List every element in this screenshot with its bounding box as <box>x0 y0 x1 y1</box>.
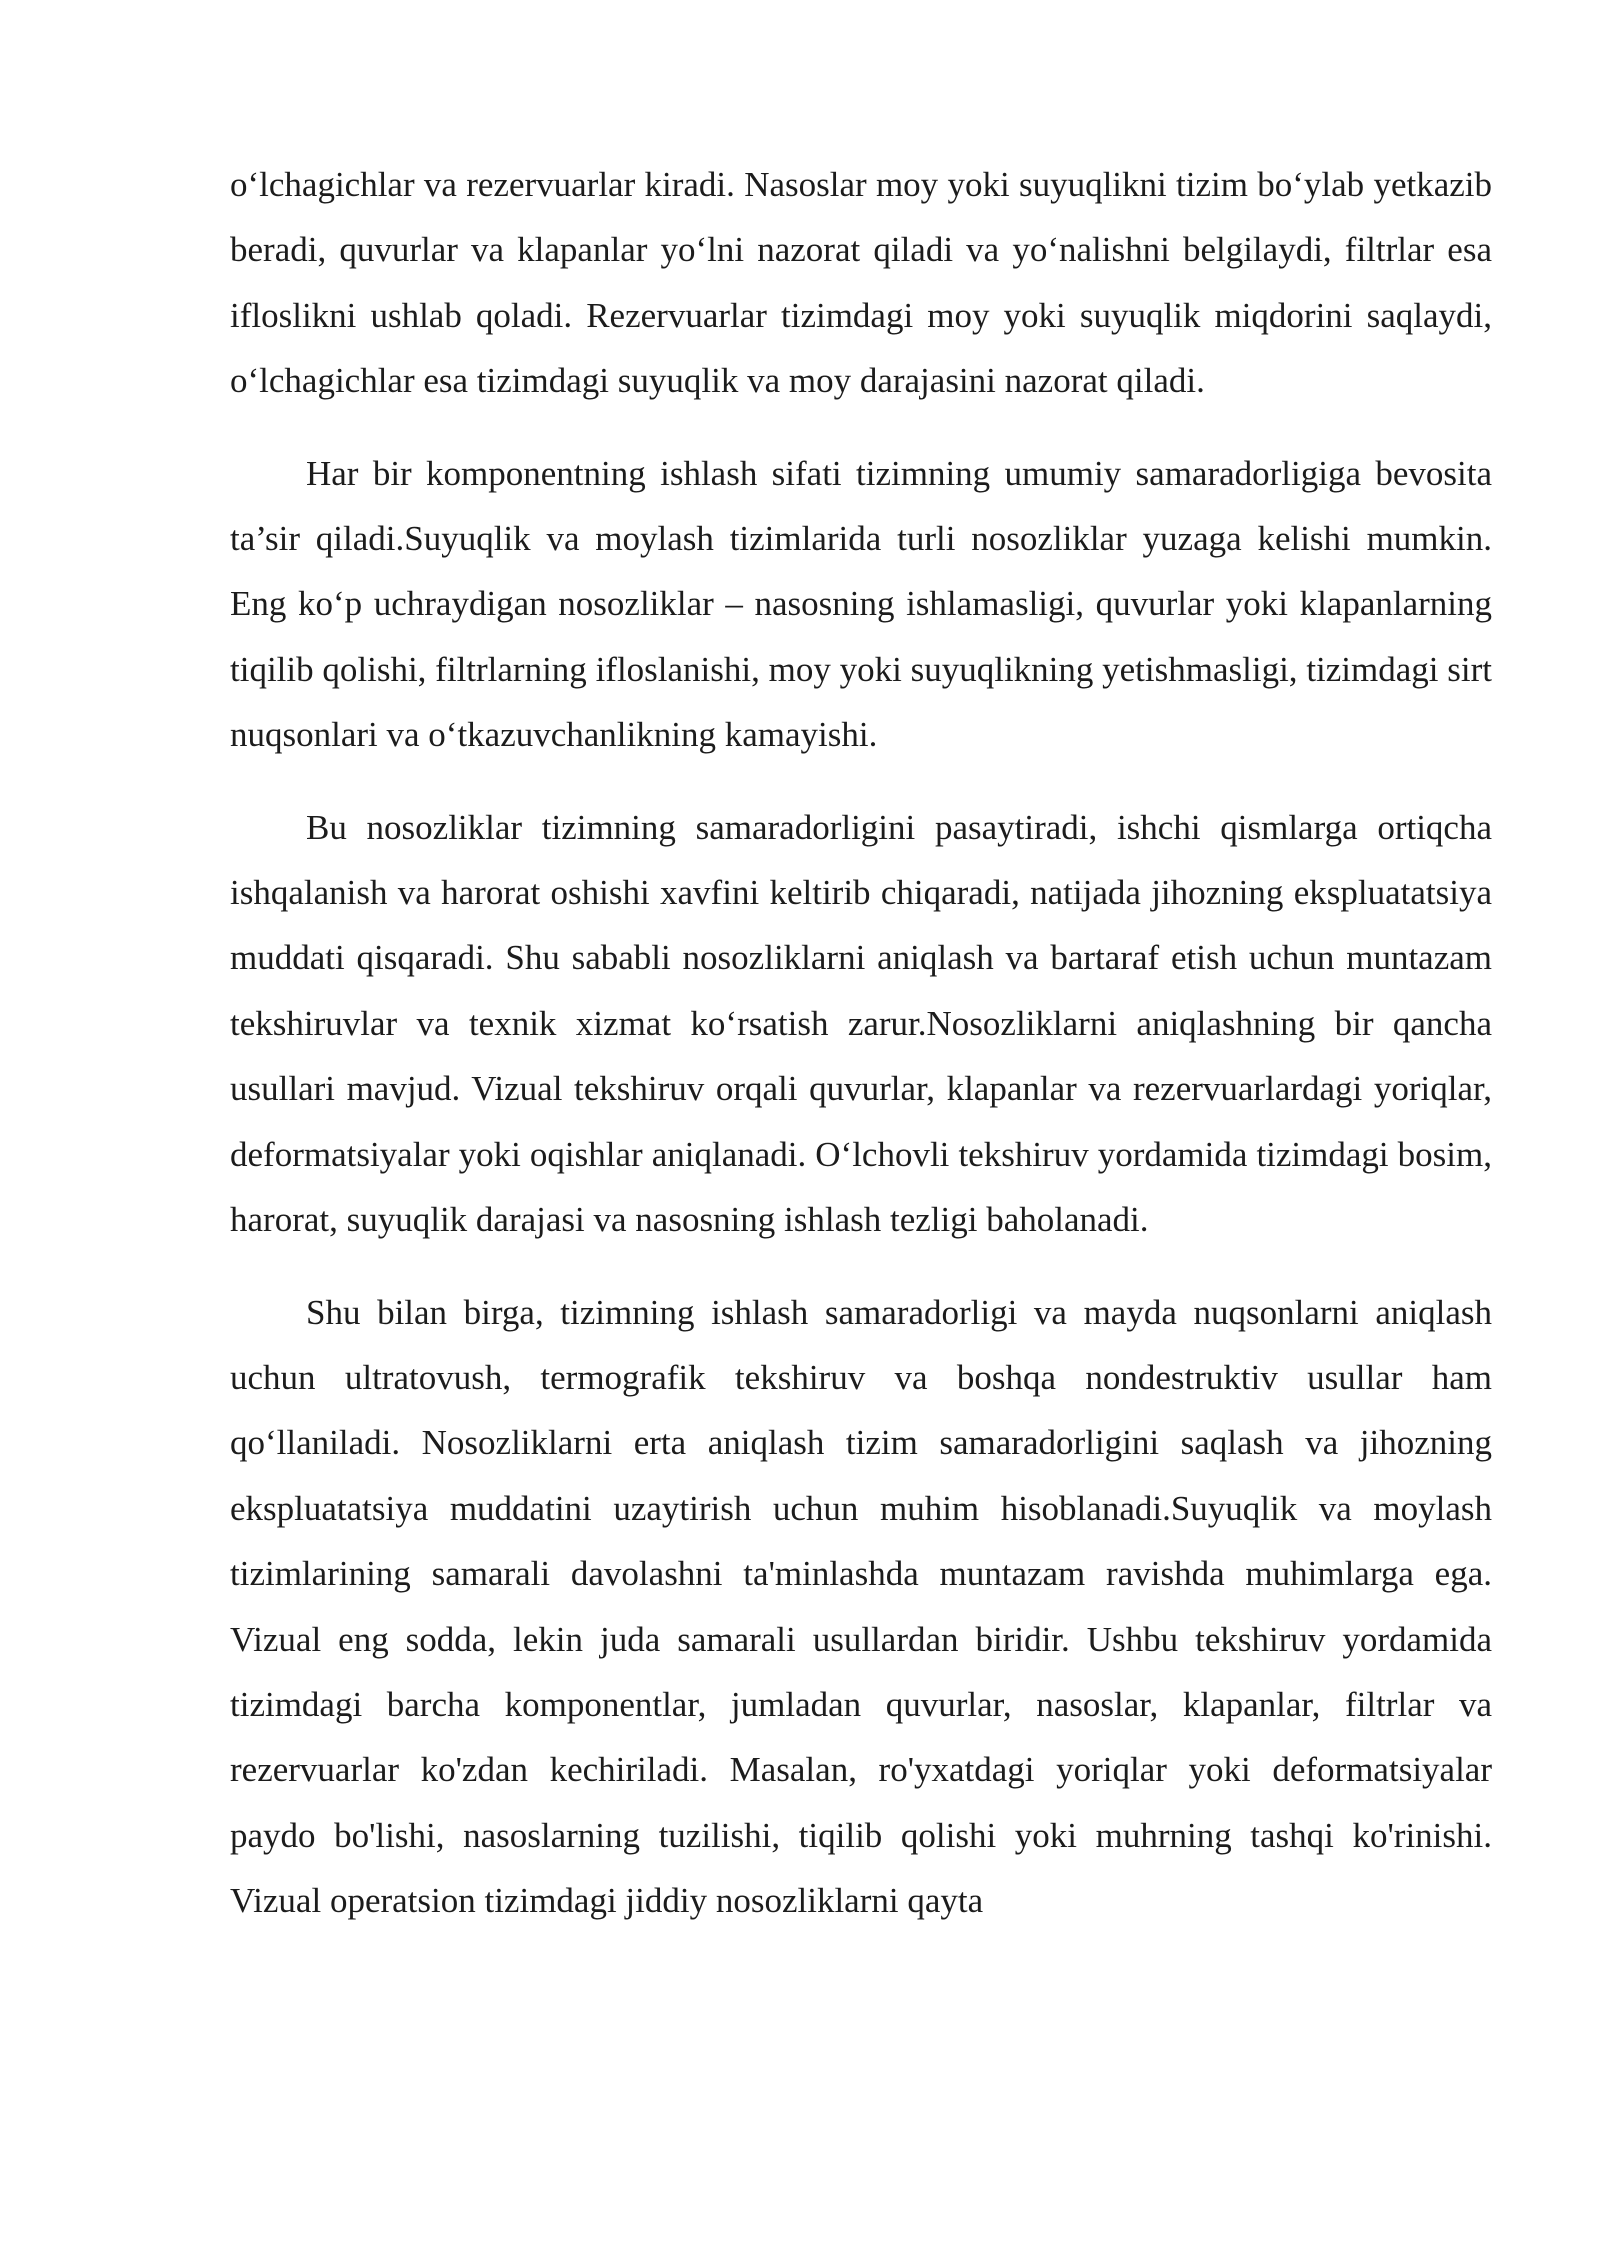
document-body <box>230 152 1492 1961</box>
paragraph-2: Har bir komponentning ishlash sifati tizimning umumiy samaradorligiga bevosita ta’sir qiladi.Suyuqlik va moylash tizimlarida turli nosozliklar yuzaga kelishi mumkin. Eng ko‘p uchraydigan nosozliklar – nasosning ishlamasligi, quvurlar yoki klapanlarning tiqilib qolishi, filtrlarning ifloslanishi, moy yoki suyuqlikning yetishmasligi, tizimdagi sirt nuqsonlari va o‘tkazuvchanlikning kamayishi. <box>230 453 1492 755</box>
paragraph-4: Shu bilan birga, tizimning ishlash samaradorligi va mayda nuqsonlarni aniqlash uchun ultratovush, termografik tekshiruv va boshqa nondestruktiv usullar ham qo‘llaniladi. Nosozliklarni erta aniqlash tizim samaradorligini saqlash va jihozning ekspluatatsiya muddatini uzaytirish uchun muhim hisoblanadi.Suyuqlik va moylash tizimlarining samarali davolashni ta'minlashda muntazam ravishda muhimlarga ega. Vizual eng sodda, lekin juda samarali usullardan biridir. Ushbu tekshiruv yordamida tizimdagi barcha komponentlar, jumladan quvurlar, nasoslar, klapanlar, filtrlar va rezervuarlar ko'zdan kechiriladi. Masalan, ro'yxatdagi yoriqlar yoki deformatsiyalar paydo bo'lishi, nasoslarning tuzilishi, tiqilib qolishi yoki muhrning tashqi ko'rinishi. Vizual operatsion tizimdagi jiddiy nosozliklarni qayta <box>230 1292 1492 1921</box>
paragraph-3: Bu nosozliklar tizimning samaradorligini pasaytiradi, ishchi qismlarga ortiqcha ishqalanish va harorat oshishi xavfini keltirib chiqaradi, natijada jihozning ekspluatatsiya muddati qisqaradi. Shu sababli nosozliklarni aniqlash va bartaraf etish uchun muntazam tekshiruvlar va texnik xizmat ko‘rsatish zarur.Nosozliklarni aniqlashning bir qancha usullari mavjud. Vizual tekshiruv orqali quvurlar, klapanlar va rezervuarlardagi yoriqlar, deformatsiyalar yoki oqishlar aniqlanadi. O‘lchovli tekshiruv yordamida tizimdagi bosim, harorat, suyuqlik darajasi va nasosning ishlash tezligi baholanadi. <box>230 807 1492 1240</box>
paragraph-1: o‘lchagichlar va rezervuarlar kiradi. Nasoslar moy yoki suyuqlikni tizim bo‘ylab yetkazib beradi, quvurlar va klapanlar yo‘lni nazorat qiladi va yo‘nalishni belgilaydi, filtrlar esa ifloslikni ushlab qoladi. Rezervuarlar tizimdagi moy yoki suyuqlik miqdorini saqlaydi, o‘lchagichlar esa tizimdagi suyuqlik va moy darajasini nazorat qiladi. <box>230 165 1492 401</box>
